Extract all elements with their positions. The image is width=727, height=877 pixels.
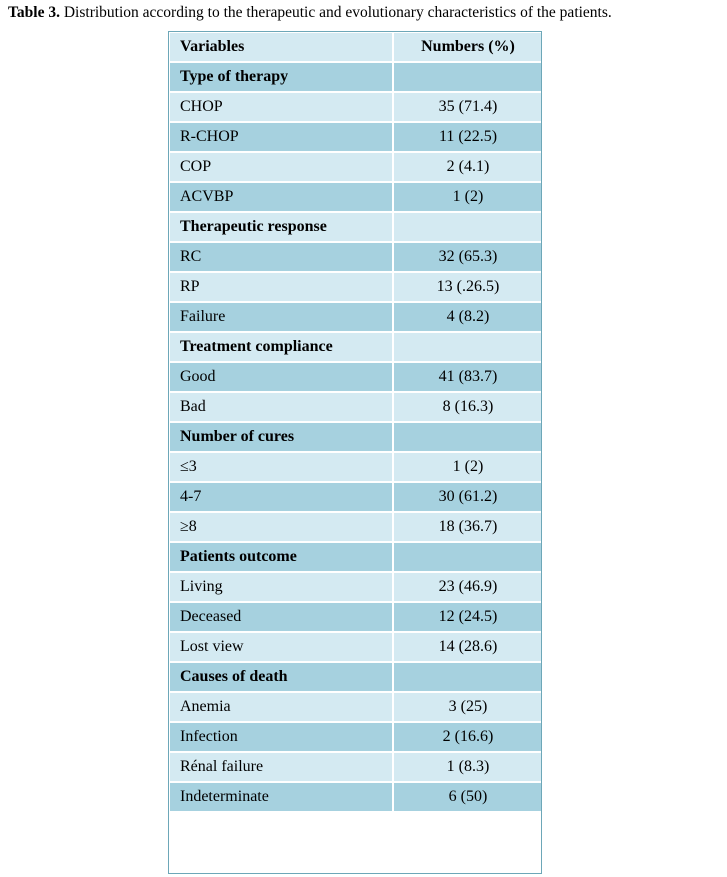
row-label: COP	[169, 152, 393, 182]
row-label: RP	[169, 272, 393, 302]
table-row	[169, 152, 543, 182]
row-value: 13 (.26.5)	[393, 272, 543, 302]
header-variables: Variables	[169, 32, 393, 62]
section-header-row	[169, 422, 543, 452]
section-value	[393, 542, 543, 572]
row-label: Deceased	[169, 602, 393, 632]
row-label: CHOP	[169, 92, 393, 122]
table-row	[169, 572, 543, 602]
table-row	[169, 632, 543, 662]
row-value: 1 (2)	[393, 452, 543, 482]
row-label: ACVBP	[169, 182, 393, 212]
table-body	[169, 32, 543, 812]
row-label: Good	[169, 362, 393, 392]
row-value: 18 (36.7)	[393, 512, 543, 542]
table-row	[169, 362, 543, 392]
table-row	[169, 392, 543, 422]
section-label: Type of therapy	[169, 62, 393, 92]
table-header-row	[169, 32, 543, 62]
row-label: R-CHOP	[169, 122, 393, 152]
section-header-row	[169, 332, 543, 362]
row-label: ≥8	[169, 512, 393, 542]
section-label: Therapeutic response	[169, 212, 393, 242]
row-label: ≤3	[169, 452, 393, 482]
table-caption	[8, 3, 724, 23]
row-label: Anemia	[169, 692, 393, 722]
table-row	[169, 752, 543, 782]
section-value	[393, 212, 543, 242]
row-label: Failure	[169, 302, 393, 332]
caption-label: Table 3.	[8, 4, 60, 21]
row-label: Rénal failure	[169, 752, 393, 782]
table-row	[169, 692, 543, 722]
row-value: 35 (71.4)	[393, 92, 543, 122]
row-value: 1 (2)	[393, 182, 543, 212]
row-value: 23 (46.9)	[393, 572, 543, 602]
caption-text: Distribution according to the therapeutic and evolutionary characteristics of the patients.	[59, 4, 612, 21]
row-value: 14 (28.6)	[393, 632, 543, 662]
section-label: Number of cures	[169, 422, 393, 452]
row-value: 12 (24.5)	[393, 602, 543, 632]
row-value: 2 (4.1)	[393, 152, 543, 182]
row-label: Living	[169, 572, 393, 602]
section-label: Causes of death	[169, 662, 393, 692]
row-value: 11 (22.5)	[393, 122, 543, 152]
table-row	[169, 482, 543, 512]
row-label: RC	[169, 242, 393, 272]
row-value: 32 (65.3)	[393, 242, 543, 272]
section-value	[393, 332, 543, 362]
row-value: 30 (61.2)	[393, 482, 543, 512]
row-label: Infection	[169, 722, 393, 752]
row-value: 6 (50)	[393, 782, 543, 812]
section-label: Patients outcome	[169, 542, 393, 572]
distribution-table	[168, 31, 544, 813]
header-numbers: Numbers (%)	[393, 32, 543, 62]
table-row	[169, 182, 543, 212]
table-row	[169, 272, 543, 302]
row-label: Bad	[169, 392, 393, 422]
table-row	[169, 122, 543, 152]
table-row	[169, 302, 543, 332]
table-row	[169, 602, 543, 632]
row-value: 3 (25)	[393, 692, 543, 722]
row-value: 4 (8.2)	[393, 302, 543, 332]
row-value: 1 (8.3)	[393, 752, 543, 782]
table-row	[169, 782, 543, 812]
table-row	[169, 452, 543, 482]
section-value	[393, 62, 543, 92]
row-label: Indeterminate	[169, 782, 393, 812]
section-label: Treatment compliance	[169, 332, 393, 362]
table-row	[169, 242, 543, 272]
row-label: 4-7	[169, 482, 393, 512]
table-row	[169, 92, 543, 122]
section-value	[393, 422, 543, 452]
section-value	[393, 662, 543, 692]
section-header-row	[169, 542, 543, 572]
table-row	[169, 722, 543, 752]
row-value: 41 (83.7)	[393, 362, 543, 392]
section-header-row	[169, 62, 543, 92]
row-label: Lost view	[169, 632, 393, 662]
table-row	[169, 512, 543, 542]
section-header-row	[169, 212, 543, 242]
section-header-row	[169, 662, 543, 692]
row-value: 2 (16.6)	[393, 722, 543, 752]
row-value: 8 (16.3)	[393, 392, 543, 422]
